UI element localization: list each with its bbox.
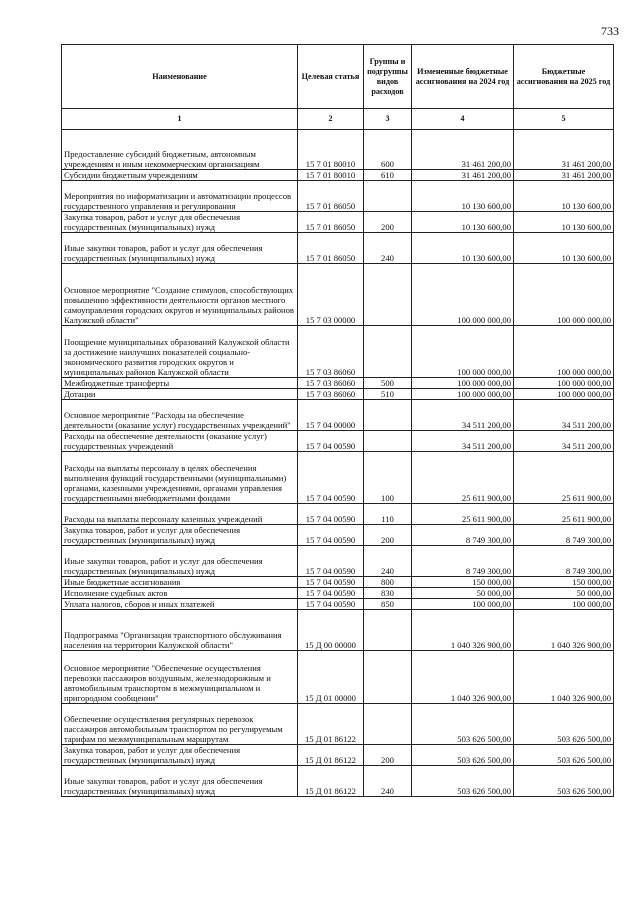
row-amount-2025: 503 626 500,00: [514, 745, 614, 766]
row-name: Иные закупки товаров, работ и услуг для обеспечения государственных (муниципальных) нужд: [62, 546, 298, 577]
row-amount-2024: 100 000 000,00: [412, 264, 514, 326]
row-target-code: 15 7 01 86050: [298, 233, 364, 264]
column-number: 1: [62, 109, 298, 130]
table-row: [62, 525, 614, 546]
row-name: Дотации: [62, 389, 298, 400]
header-changed-2024: Измененные бюджетные ассигнования на 2024 год: [412, 45, 514, 109]
column-number-row: [62, 109, 614, 130]
row-expense-group: 240: [364, 546, 412, 577]
row-target-code: 15 Д 00 00000: [298, 610, 364, 651]
column-number: 2: [298, 109, 364, 130]
row-name: Иные закупки товаров, работ и услуг для обеспечения государственных (муниципальных) нужд: [62, 233, 298, 264]
row-amount-2025: 50 000,00: [514, 588, 614, 599]
row-expense-group: [364, 181, 412, 212]
row-amount-2024: 8 749 300,00: [412, 525, 514, 546]
row-expense-group: 800: [364, 577, 412, 588]
table-row: [62, 431, 614, 452]
row-expense-group: [364, 610, 412, 651]
row-target-code: 15 Д 01 00000: [298, 651, 364, 704]
row-expense-group: 240: [364, 233, 412, 264]
row-target-code: 15 7 03 86060: [298, 378, 364, 389]
row-expense-group: 200: [364, 212, 412, 233]
row-amount-2025: 1 040 326 900,00: [514, 610, 614, 651]
row-amount-2025: 31 461 200,00: [514, 170, 614, 181]
row-amount-2025: 25 611 900,00: [514, 504, 614, 525]
row-expense-group: [364, 651, 412, 704]
row-amount-2024: 503 626 500,00: [412, 766, 514, 797]
row-name: Расходы на выплаты персоналу в целях обеспечения выполнения функций государственными (муниципальными) органами, казенными учреждениями, органами управления государственными внебюджетными фондами: [62, 452, 298, 504]
row-target-code: 15 7 04 00590: [298, 599, 364, 610]
row-amount-2025: 1 040 326 900,00: [514, 651, 614, 704]
row-expense-group: 200: [364, 525, 412, 546]
row-name: Подпрограмма "Организация транспортного обслуживания населения на территории Калужской области": [62, 610, 298, 651]
row-amount-2025: 100 000 000,00: [514, 326, 614, 378]
table-row: [62, 378, 614, 389]
row-expense-group: 500: [364, 378, 412, 389]
row-expense-group: 110: [364, 504, 412, 525]
table-row: [62, 170, 614, 181]
column-number: 4: [412, 109, 514, 130]
row-expense-group: 610: [364, 170, 412, 181]
row-amount-2025: 10 130 600,00: [514, 233, 614, 264]
table-row: [62, 745, 614, 766]
row-target-code: 15 Д 01 86122: [298, 766, 364, 797]
row-target-code: 15 7 01 80010: [298, 170, 364, 181]
row-target-code: 15 7 04 00590: [298, 431, 364, 452]
row-amount-2024: 50 000,00: [412, 588, 514, 599]
row-name: Субсидии бюджетным учреждениям: [62, 170, 298, 181]
row-amount-2024: 503 626 500,00: [412, 704, 514, 745]
row-expense-group: 200: [364, 745, 412, 766]
row-amount-2025: 100 000 000,00: [514, 264, 614, 326]
table-row: [62, 452, 614, 504]
table-row: [62, 389, 614, 400]
row-target-code: 15 7 04 00590: [298, 525, 364, 546]
row-amount-2024: 150 000,00: [412, 577, 514, 588]
row-amount-2024: 100 000,00: [412, 599, 514, 610]
row-amount-2025: 10 130 600,00: [514, 181, 614, 212]
row-amount-2025: 150 000,00: [514, 577, 614, 588]
row-amount-2024: 10 130 600,00: [412, 233, 514, 264]
row-name: Закупка товаров, работ и услуг для обеспечения государственных (муниципальных) нужд: [62, 212, 298, 233]
row-amount-2024: 25 611 900,00: [412, 452, 514, 504]
row-target-code: 15 7 04 00590: [298, 588, 364, 599]
row-amount-2025: 25 611 900,00: [514, 452, 614, 504]
row-amount-2024: 100 000 000,00: [412, 389, 514, 400]
table-row: [62, 233, 614, 264]
row-target-code: 15 7 03 86060: [298, 389, 364, 400]
table-row: [62, 651, 614, 704]
row-name: Предоставление субсидий бюджетным, автономным учреждениям и иным некоммерческим организациям: [62, 130, 298, 170]
row-target-code: 15 7 04 00590: [298, 452, 364, 504]
row-amount-2025: 100 000 000,00: [514, 378, 614, 389]
header-group: Группы и подгруппы видов расходов: [364, 45, 412, 109]
row-amount-2025: 34 511 200,00: [514, 431, 614, 452]
row-name: Иные закупки товаров, работ и услуг для обеспечения государственных (муниципальных) нужд: [62, 766, 298, 797]
row-name: Уплата налогов, сборов и иных платежей: [62, 599, 298, 610]
table-row: [62, 766, 614, 797]
row-target-code: 15 7 04 00590: [298, 546, 364, 577]
row-expense-group: 600: [364, 130, 412, 170]
row-expense-group: 100: [364, 452, 412, 504]
row-amount-2025: 100 000,00: [514, 599, 614, 610]
row-amount-2024: 34 511 200,00: [412, 431, 514, 452]
table-row: [62, 610, 614, 651]
table-row: [62, 546, 614, 577]
row-name: Основное мероприятие "Расходы на обеспечение деятельности (оказание услуг) государственных учреждений": [62, 400, 298, 431]
row-name: Основное мероприятие "Обеспечение осуществления перевозки пассажиров воздушным, железнодорожным и автомобильным транспортом в межмуниципальном и пригородном сообщении": [62, 651, 298, 704]
row-name: Межбюджетные трансферты: [62, 378, 298, 389]
row-target-code: 15 7 04 00590: [298, 504, 364, 525]
row-name: Иные бюджетные ассигнования: [62, 577, 298, 588]
row-expense-group: [364, 264, 412, 326]
header-code: Целевая статья: [298, 45, 364, 109]
header-name: Наименование: [62, 45, 298, 109]
row-expense-group: 830: [364, 588, 412, 599]
row-target-code: 15 Д 01 86122: [298, 704, 364, 745]
row-amount-2025: 10 130 600,00: [514, 212, 614, 233]
row-target-code: 15 7 01 80010: [298, 130, 364, 170]
table-header-row: [62, 45, 614, 109]
row-amount-2024: 25 611 900,00: [412, 504, 514, 525]
row-amount-2025: 8 749 300,00: [514, 546, 614, 577]
row-expense-group: [364, 400, 412, 431]
row-amount-2024: 10 130 600,00: [412, 212, 514, 233]
header-budget-2025: Бюджетные ассигнования на 2025 год: [514, 45, 614, 109]
row-amount-2024: 31 461 200,00: [412, 170, 514, 181]
row-target-code: 15 7 01 86050: [298, 212, 364, 233]
row-name: Исполнение судебных актов: [62, 588, 298, 599]
table-row: [62, 599, 614, 610]
row-target-code: 15 7 03 00000: [298, 264, 364, 326]
row-target-code: 15 7 04 00000: [298, 400, 364, 431]
row-amount-2024: 8 749 300,00: [412, 546, 514, 577]
row-amount-2024: 34 511 200,00: [412, 400, 514, 431]
table-row: [62, 326, 614, 378]
column-number: 5: [514, 109, 614, 130]
row-expense-group: [364, 326, 412, 378]
table-row: [62, 212, 614, 233]
table-row: [62, 130, 614, 170]
row-target-code: 15 7 03 86060: [298, 326, 364, 378]
row-name: Расходы на обеспечение деятельности (оказание услуг) государственных учреждений: [62, 431, 298, 452]
row-amount-2025: 31 461 200,00: [514, 130, 614, 170]
row-name: Мероприятия по информатизации и автоматизации процессов государственного управления и регулирования: [62, 181, 298, 212]
row-target-code: 15 Д 01 86122: [298, 745, 364, 766]
table-row: [62, 704, 614, 745]
page-number: 733: [601, 24, 619, 38]
row-target-code: 15 7 04 00590: [298, 577, 364, 588]
row-expense-group: [364, 704, 412, 745]
row-amount-2024: 1 040 326 900,00: [412, 610, 514, 651]
row-amount-2025: 503 626 500,00: [514, 766, 614, 797]
table-row: [62, 577, 614, 588]
row-amount-2024: 503 626 500,00: [412, 745, 514, 766]
budget-table: [61, 44, 614, 797]
row-amount-2024: 100 000 000,00: [412, 378, 514, 389]
row-name: Основное мероприятие "Создание стимулов, способствующих повышению эффективности деятельности органов местного самоуправления городских округов и муниципальных районов Калужской области": [62, 264, 298, 326]
row-amount-2024: 100 000 000,00: [412, 326, 514, 378]
row-expense-group: 850: [364, 599, 412, 610]
row-name: Поощрение муниципальных образований Калужской области за достижение наилучших показателей социально-экономического развития городских округов и муниципальных районов Калужской области: [62, 326, 298, 378]
column-number: 3: [364, 109, 412, 130]
row-amount-2025: 503 626 500,00: [514, 704, 614, 745]
row-name: Закупка товаров, работ и услуг для обеспечения государственных (муниципальных) нужд: [62, 525, 298, 546]
row-expense-group: 240: [364, 766, 412, 797]
table-row: [62, 264, 614, 326]
table-row: [62, 504, 614, 525]
row-amount-2025: 100 000 000,00: [514, 389, 614, 400]
row-name: Обеспечение осуществления регулярных перевозок пассажиров автомобильным транспортом по регулируемым тарифам по межмуниципальным маршрутам: [62, 704, 298, 745]
table-row: [62, 181, 614, 212]
row-name: Расходы на выплаты персоналу казенных учреждений: [62, 504, 298, 525]
row-name: Закупка товаров, работ и услуг для обеспечения государственных (муниципальных) нужд: [62, 745, 298, 766]
row-expense-group: 510: [364, 389, 412, 400]
table-row: [62, 400, 614, 431]
row-amount-2025: 8 749 300,00: [514, 525, 614, 546]
row-amount-2024: 10 130 600,00: [412, 181, 514, 212]
table-row: [62, 588, 614, 599]
row-amount-2025: 34 511 200,00: [514, 400, 614, 431]
row-amount-2024: 1 040 326 900,00: [412, 651, 514, 704]
row-amount-2024: 31 461 200,00: [412, 130, 514, 170]
row-target-code: 15 7 01 86050: [298, 181, 364, 212]
row-expense-group: [364, 431, 412, 452]
